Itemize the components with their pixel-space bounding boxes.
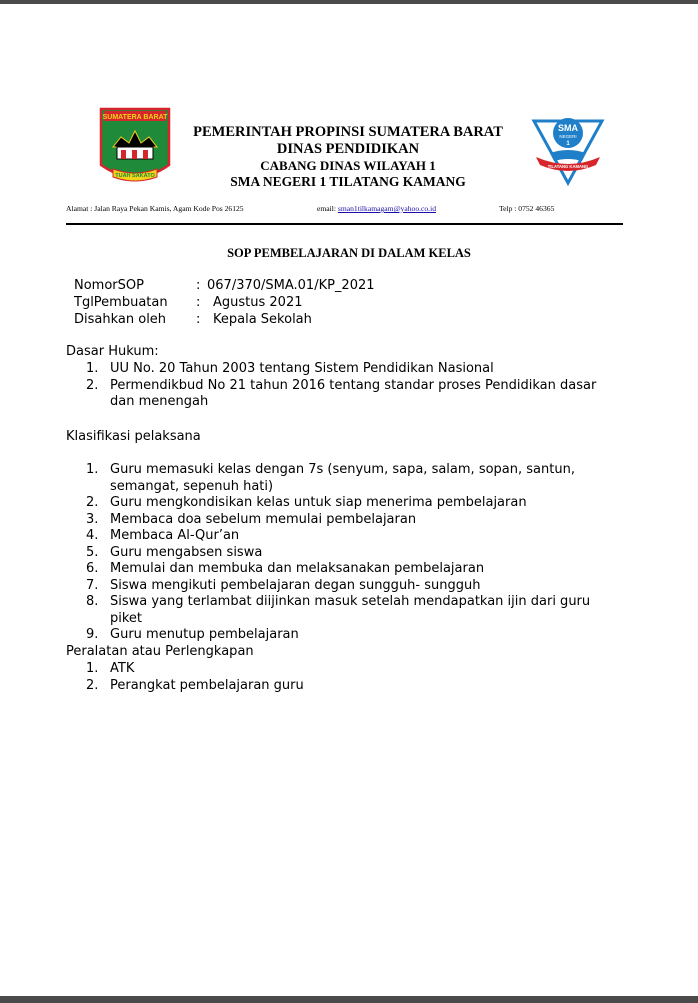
list-item: 1. UU No. 20 Tahun 2003 tentang Sistem Pendidikan Nasional [86,361,494,376]
meta-colon: : [196,312,201,327]
address: Alamat : Jalan Raya Pekan Kamis, Agam Kode Pos 26125 [66,204,244,213]
document-title: SOP PEMBELAJARAN DI DALAM KELAS [227,246,471,260]
emblem-banner-text: SUMATERA BARAT [102,114,168,121]
list-item: 7. Siswa mengikuti pembelajaran degan sungguh- sungguh [86,577,481,593]
meta-label: NomorSOP [74,278,144,293]
sma-emblem-icon [530,113,606,187]
emblem-sub-text: NEGERI [559,134,577,139]
list-item: 2. Guru mengkondisikan kelas untuk siap menerima pembelajaran [86,495,527,510]
letterhead [180,124,516,190]
dasar-hukum-heading: Dasar Hukum: [66,344,159,359]
peralatan-heading: Peralatan atau Perlengkapan [66,644,254,659]
letterhead-line-3: CABANG DINAS WILAYAH 1 [260,158,436,173]
document-page [0,4,698,996]
meta-label: Disahkan oleh [74,312,167,327]
meta-value: Agustus 2021 [213,295,303,310]
header-divider [66,223,623,225]
klasifikasi-list [66,462,606,644]
list-item: 6. Memulai dan membuka dan melaksanakan pembelajaran [86,561,485,576]
emblem-ribbon-text: TUAH SAKATO [115,173,155,179]
emblem-top-text: SMA [558,123,578,133]
list-item: 4. Membaca Al-Qur’an [86,528,240,543]
email-link[interactable]: sman1tilkamagam@yahoo.co.id [337,204,436,213]
email-line [317,204,436,213]
klasifikasi-heading: Klasifikasi pelaksana [66,429,201,444]
list-item: 2. Permendikbud No 21 tahun 2016 tentang standar proses Pendidikan dasar dan menengah [86,377,597,409]
sumatera-barat-emblem-icon [99,107,171,189]
list-item: 1. Guru memasuki kelas dengan 7s (senyum, sapa, salam, sopan, santun, semangat, sepenuh hati) [86,462,575,494]
list-item: 9. Guru menutup pembelajaran [86,627,299,642]
emblem-ribbon-text: TILATANG KAMANG [547,164,589,169]
letterhead-line-2: DINAS PENDIDIKAN [276,141,420,157]
peralatan-list [66,661,606,694]
list-item: 1. ATK [86,661,135,676]
meta-colon: : [196,278,201,293]
meta-value: 067/370/SMA.01/KP_2021 [207,278,375,293]
meta-value: Kepala Sekolah [213,312,312,327]
email-label: email: [317,204,336,213]
list-item: 5. Guru mengabsen siswa [86,544,263,560]
emblem-number: 1 [566,141,570,147]
phone: Telp : 0752 46365 [499,204,555,213]
meta-colon: : [196,295,201,310]
letterhead-line-1: PEMERINTAH PROPINSI SUMATERA BARAT [193,124,503,140]
list-item: 8. Siswa yang terlambat diijinkan masuk setelah mendapatkan ijin dari guru piket [86,594,591,626]
dasar-hukum-list [66,361,606,411]
list-item: 2. Perangkat pembelajaran guru [86,677,304,693]
meta-label: TglPembuatan [74,295,168,310]
letterhead-line-4: SMA NEGERI 1 TILATANG KAMANG [230,174,466,189]
list-item: 3. Membaca doa sebelum memulai pembelajaran [86,511,417,527]
